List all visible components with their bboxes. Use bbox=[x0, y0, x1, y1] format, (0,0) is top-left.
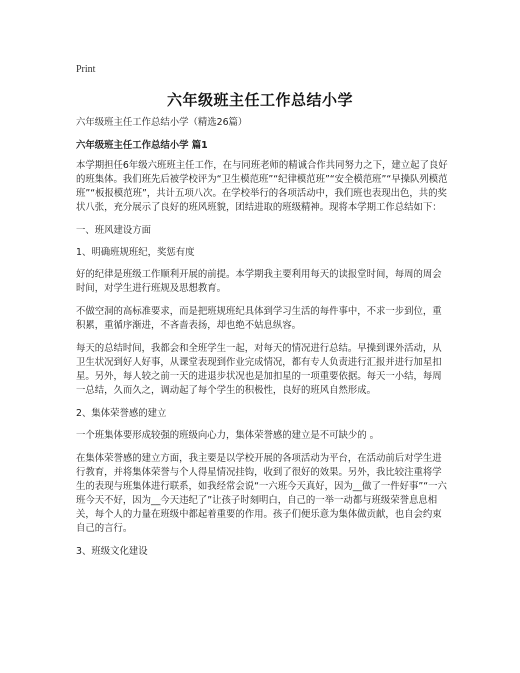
paragraph-standards: 不做空洞的高标准要求，而是把班规班纪具体到学习生活的每件事中，不求一步到位，重积累，重循序渐进，不吝啬表扬，却也绝不姑息纵容。 bbox=[76, 306, 442, 331]
document-subtitle: 六年级班主任工作总结小学（精选26篇） bbox=[76, 117, 248, 128]
page-title: 六年级班主任工作总结小学 bbox=[166, 91, 353, 109]
intro-paragraph: 本学期担任6年级六班班主任工作，在与同班老师的精诚合作共同努力之下，建立起了良好的班集体。我们班先后被学校评为“卫生模范班”“纪律模范班”“安全模范班”“早操队列模范班”“板报模范班”，共计五项八次。在学校举行的各项活动中，我们班也表现出色，共的奖状八张，充分展示了良好的班风班貌，团结进取的班级精神。现将本学期工作总结如下： bbox=[76, 160, 448, 213]
paragraph-honor-building: 在集体荣誉感的建立方面，我主要是以学校开展的各项活动为平台，在活动前后对学生进行教育，并将集体荣誉与个人得星情况挂钩，收到了很好的效果。另外，我比较注重将学生的表现与班集体进行联系，如我经常会说“一六班今天真好，因为__做了一件好事”“一六班今天不好，因为__今天违纪了”让孩子时刻明白，自己的一举一动都与班级荣誉息息相关，每个人的力量在班级中都起着重要的作用。孩子们便乐意为集体做贡献，也自会约束自己的言行。 bbox=[76, 453, 447, 534]
print-label[interactable]: Print bbox=[76, 64, 96, 75]
heading-culture: 3、班级文化建设 bbox=[76, 546, 148, 557]
paragraph-discipline: 好的纪律是班级工作顺利开展的前提。本学期我主要利用每天的读报堂时间，每周的周会时间，对学生进行班规及思想教育。 bbox=[76, 269, 442, 294]
heading-honor: 2、集体荣誉感的建立 bbox=[76, 408, 167, 419]
heading-class-spirit: 一、班风建设方面 bbox=[76, 225, 152, 236]
section-title: 六年级班主任工作总结小学 篇1 bbox=[76, 140, 208, 151]
heading-rules: 1、明确班规班纪，奖惩有度 bbox=[76, 247, 195, 258]
paragraph-daily-summary: 每天的总结时间，我都会和全班学生一起，对每天的情况进行总结。早操到课外活动，从卫生状况到好人好事，从课堂表现到作业完成情况，都有专人负责进行汇报并进行加星扣星。另外，每人较之前一天的进退步状况也是加扣星的一项重要依据。每天一小结，每周一总结，久而久之，调动起了每个学生的积极性，良好的班风自然形成。 bbox=[76, 343, 442, 396]
document-body bbox=[76, 116, 448, 567]
paragraph-cohesion: 一个班集体要形成较强的班级向心力，集体荣誉感的建立是不可缺少的 。 bbox=[76, 430, 379, 441]
